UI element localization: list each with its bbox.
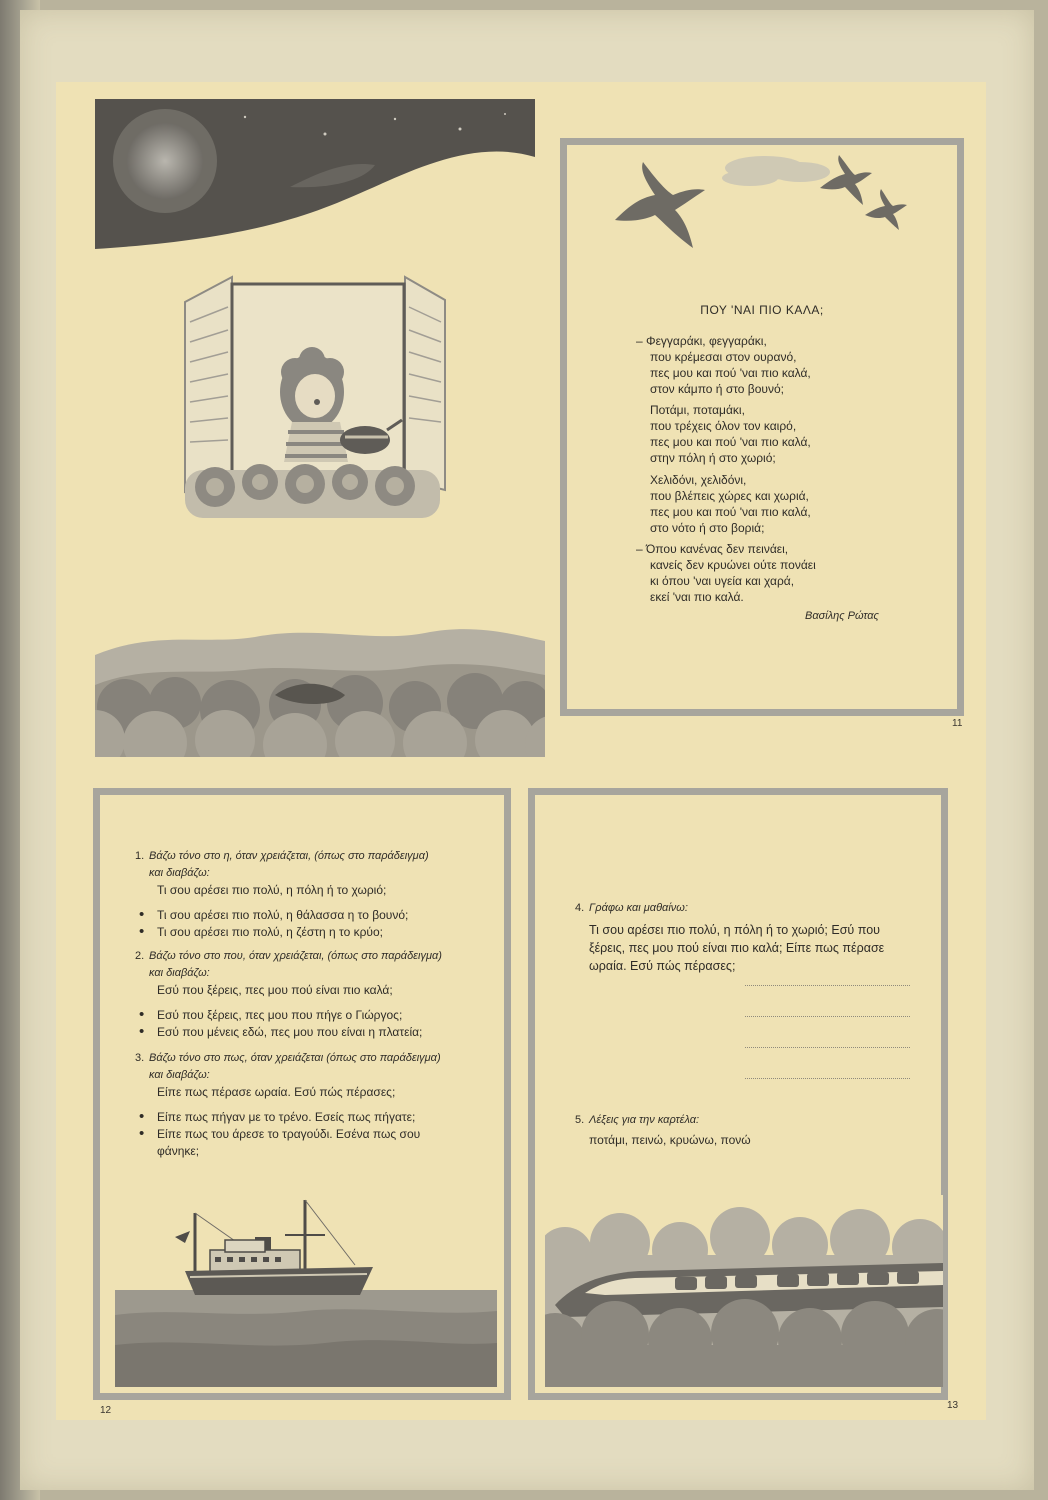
exercise-2 <box>135 948 485 1041</box>
page-number-12: 12 <box>100 1405 112 1416</box>
poem-line: που κρέμεσαι στον ουρανό, <box>650 350 797 364</box>
exercise-number: 4. <box>575 902 585 914</box>
window-child-illustration <box>180 272 450 522</box>
exercise-text-line: ωραία. Εσύ πώς πέρασες; <box>589 959 736 973</box>
writing-line <box>745 1047 910 1048</box>
exercise-example: Είπε πως πέρασε ωραία. Εσύ πώς πέρασες; <box>157 1085 396 1099</box>
exercise-text-line: ξέρεις, πες μου πού είναι πιο καλά; Είπε πως πέρασε <box>589 941 885 955</box>
exercise-item-continuation: φάνηκε; <box>157 1144 200 1158</box>
poem-stanza-4 <box>636 541 816 605</box>
poem-line: που τρέχεις όλον τον καιρό, <box>650 419 797 433</box>
exercise-item: • Εσύ που μένεις εδώ, πες μου που είναι η πλατεία; <box>135 1024 485 1041</box>
exercise-5 <box>575 1112 925 1149</box>
exercise-number: 1. <box>135 850 145 862</box>
exercise-example: Εσύ που ξέρεις, πες μου πού είναι πιο καλά; <box>157 983 393 997</box>
poem-line: στην πόλη ή στο χωριό; <box>650 451 776 465</box>
exercise-instruction: και διαβάζω: <box>149 867 210 879</box>
writing-line <box>745 1078 910 1079</box>
train-illustration <box>545 1195 943 1387</box>
swallows-illustration <box>575 150 949 270</box>
poem-line: – Φεγγαράκι, φεγγαράκι, <box>636 334 767 348</box>
exercise-item: • Εσύ που ξέρεις, πες μου που πήγε ο Γιώργος; <box>135 1007 485 1024</box>
exercise-1 <box>135 848 485 941</box>
poem-stanza-1 <box>636 333 811 397</box>
exercise-number: 3. <box>135 1052 145 1064</box>
exercise-instruction: Βάζω τόνο στο η, όταν χρειάζεται, (όπως στο παράδειγμα) <box>149 850 429 862</box>
poem-line: – Όπου κανένας δεν πεινάει, <box>636 542 789 556</box>
poem-line: Χελιδόνι, χελιδόνι, <box>650 473 747 487</box>
writing-line <box>745 1016 910 1017</box>
poem-line: που βλέπεις χώρες και χωριά, <box>650 489 809 503</box>
exercise-instruction: Βάζω τόνο στο πως, όταν χρειάζεται (όπως στο παράδειγμα) <box>149 1052 441 1064</box>
poem-line: στον κάμπο ή στο βουνό; <box>650 382 784 396</box>
page-number-13: 13 <box>947 1400 959 1411</box>
writing-line <box>745 985 910 986</box>
poem-line: στο νότο ή στο βοριά; <box>650 521 765 535</box>
exercise-instruction: και διαβάζω: <box>149 967 210 979</box>
poem-line: πες μου και πού 'ναι πιο καλά, <box>650 505 811 519</box>
exercise-instruction: Γράφω και μαθαίνω: <box>589 902 688 914</box>
exercise-item: • Είπε πως πήγαν με το τρένο. Εσείς πως πήγατε; <box>135 1109 485 1126</box>
poem-stanza-2 <box>650 402 811 466</box>
hills-illustration <box>95 615 545 757</box>
exercise-instruction: και διαβάζω: <box>149 1069 210 1081</box>
exercise-number: 2. <box>135 950 145 962</box>
exercise-4 <box>575 900 925 975</box>
poem-author: Βασίλης Ρώτας <box>805 610 879 622</box>
moon-night-illustration <box>95 99 535 249</box>
poem-title: ΠΟΥ 'ΝΑΙ ΠΙΟ ΚΑΛΑ; <box>700 303 824 317</box>
exercise-item: • Τι σου αρέσει πιο πολύ, η θάλασσα η το βουνό; <box>135 907 485 924</box>
exercise-item: • Είπε πως του άρεσε το τραγούδι. Εσένα πως σου <box>135 1126 485 1143</box>
exercise-number: 5. <box>575 1114 585 1126</box>
poem-line: κανείς δεν κρυώνει ούτε πονάει <box>650 558 816 572</box>
exercise-example: Τι σου αρέσει πιο πολύ, η πόλη ή το χωριό; <box>157 883 387 897</box>
exercise-instruction: Βάζω τόνο στο που, όταν χρειάζεται, (όπως στο παράδειγμα) <box>149 950 442 962</box>
poem-line: Ποτάμι, ποταμάκι, <box>650 403 745 417</box>
exercise-instruction: Λέξεις για την καρτέλα: <box>589 1114 700 1126</box>
ship-illustration <box>115 1195 497 1387</box>
exercise-words: ποτάμι, πεινώ, κρυώνω, πονώ <box>589 1133 751 1147</box>
exercise-3 <box>135 1050 485 1160</box>
exercise-item: • Τι σου αρέσει πιο πολύ, η ζέστη η το κρύο; <box>135 924 485 941</box>
exercise-text-line: Τι σου αρέσει πιο πολύ, η πόλη ή το χωριό; Εσύ που <box>589 923 880 937</box>
writing-lines <box>745 985 910 1109</box>
poem-line: εκεί 'ναι πιο καλά. <box>650 590 744 604</box>
poem-line: πες μου και πού 'ναι πιο καλά, <box>650 366 811 380</box>
poem-line: πες μου και πού 'ναι πιο καλά, <box>650 435 811 449</box>
page-number-11: 11 <box>952 718 963 729</box>
poem-line: κι όπου 'ναι υγεία και χαρά, <box>650 574 795 588</box>
poem-stanza-3 <box>650 472 811 536</box>
